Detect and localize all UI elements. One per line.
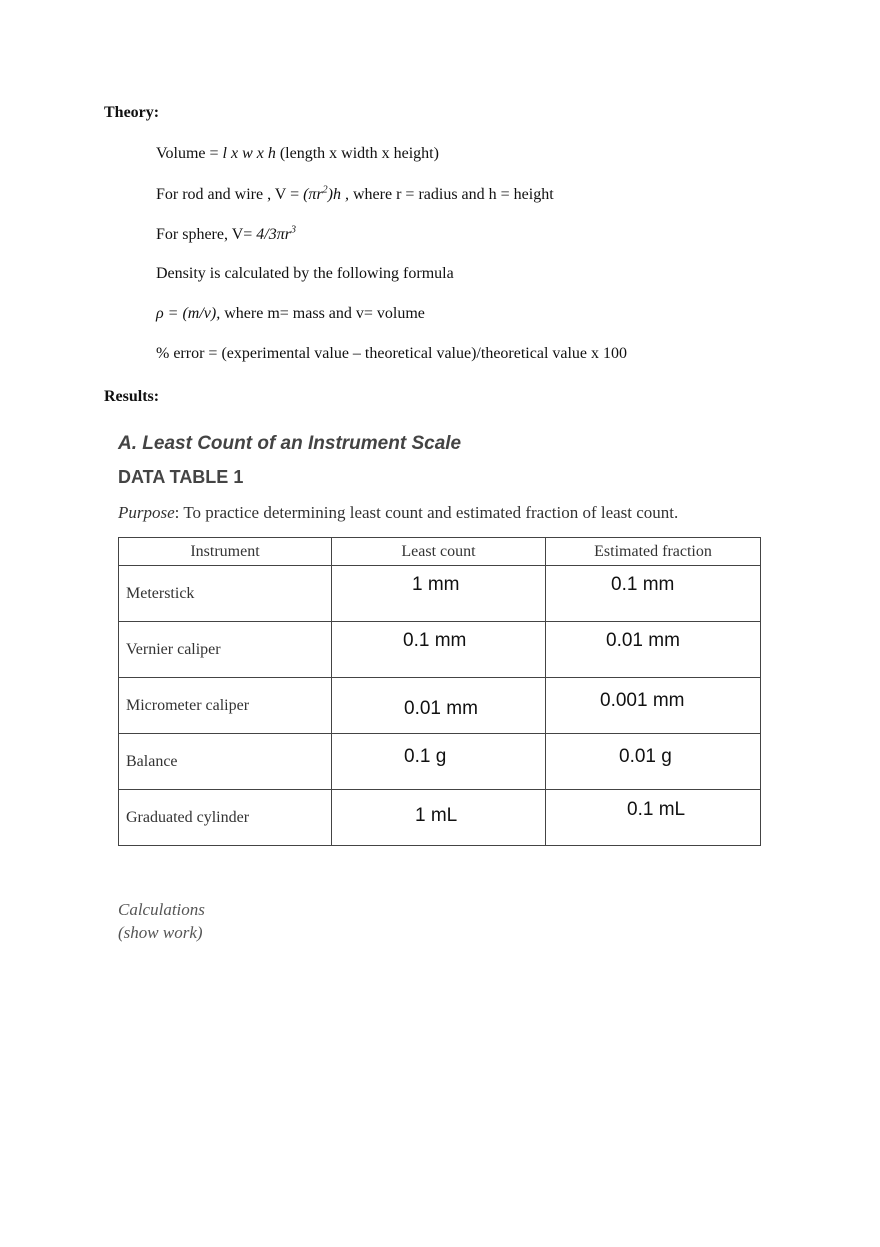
estimated-fraction-cell xyxy=(546,678,761,734)
instrument-cell xyxy=(119,622,332,678)
least-count-cell xyxy=(332,790,546,846)
table-row xyxy=(119,790,761,846)
least-count-value: 1 mL xyxy=(415,805,458,826)
least-count-value: 0.01 mm xyxy=(404,698,478,719)
volume-formula: l x w x h xyxy=(222,145,276,162)
estimated-fraction-cell xyxy=(546,790,761,846)
results-heading: Results: xyxy=(104,388,160,405)
table-header-row xyxy=(119,538,761,566)
least-count-cell xyxy=(332,566,546,622)
instrument-name: Vernier caliper xyxy=(126,640,221,658)
calculations-label: Calculations xyxy=(118,900,205,919)
percent-error-formula: % error = (experimental value – theoretical value)/theoretical value x 100 xyxy=(156,345,628,362)
estimated-fraction-cell xyxy=(546,734,761,790)
estimated-fraction-value: 0.1 mm xyxy=(611,574,675,595)
table-row xyxy=(119,566,761,622)
rod-suffix: where r = radius and h = height xyxy=(349,186,554,203)
estimated-fraction-value: 0.001 mm xyxy=(600,690,685,711)
rod-formula-a: (πr xyxy=(303,186,323,203)
density-formula-line xyxy=(156,305,425,323)
sphere-prefix: For sphere, V= xyxy=(156,226,257,243)
table-row xyxy=(119,734,761,790)
least-count-value: 0.1 mm xyxy=(403,630,467,651)
least-count-cell xyxy=(332,678,546,734)
instrument-name: Micrometer caliper xyxy=(126,696,250,714)
volume-formula-line xyxy=(156,145,439,163)
least-count-cell xyxy=(332,734,546,790)
data-table-1 xyxy=(118,537,761,846)
sphere-formula: 4/3πr xyxy=(256,226,291,243)
header-estimated-fraction: Estimated fraction xyxy=(546,538,761,566)
volume-suffix: (length x width x height) xyxy=(275,145,439,162)
density-suffix: where m= mass and v= volume xyxy=(220,305,425,322)
estimated-fraction-cell xyxy=(546,566,761,622)
show-work-label: (show work) xyxy=(118,923,203,942)
volume-prefix: Volume = xyxy=(156,145,223,162)
instrument-name: Meterstick xyxy=(126,584,195,602)
data-table-title: DATA TABLE 1 xyxy=(118,467,244,487)
least-count-cell xyxy=(332,622,546,678)
instrument-name: Balance xyxy=(126,752,178,770)
sphere-formula-line xyxy=(156,226,296,244)
rod-prefix: For rod and wire , V = xyxy=(156,186,304,203)
estimated-fraction-value: 0.1 mL xyxy=(627,799,686,820)
least-count-value: 0.1 g xyxy=(404,746,447,767)
sphere-exponent: 3 xyxy=(290,224,296,236)
table-row xyxy=(119,678,761,734)
instrument-cell xyxy=(119,678,332,734)
instrument-cell xyxy=(119,790,332,846)
least-count-value: 1 mm xyxy=(412,574,460,595)
estimated-fraction-value: 0.01 mm xyxy=(606,630,680,651)
purpose-line xyxy=(118,503,678,523)
density-intro: Density is calculated by the following formula xyxy=(156,265,454,282)
purpose-label: Purpose xyxy=(118,503,175,522)
instrument-cell xyxy=(119,566,332,622)
theory-heading: Theory: xyxy=(104,104,160,121)
estimated-fraction-cell xyxy=(546,622,761,678)
header-least-count: Least count xyxy=(332,538,546,566)
estimated-fraction-value: 0.01 g xyxy=(619,746,672,767)
header-instrument: Instrument xyxy=(119,538,332,566)
rod-formula-line xyxy=(156,186,554,204)
purpose-text: : To practice determining least count and estimated fraction of least count. xyxy=(174,503,679,522)
rod-exponent: 2 xyxy=(322,184,328,196)
instrument-name: Graduated cylinder xyxy=(126,808,250,826)
rod-formula-b: )h , xyxy=(327,186,349,203)
section-title: A. Least Count of an Instrument Scale xyxy=(118,433,462,454)
density-formula: ρ = (m/v), xyxy=(156,305,221,322)
instrument-cell xyxy=(119,734,332,790)
table-row xyxy=(119,622,761,678)
